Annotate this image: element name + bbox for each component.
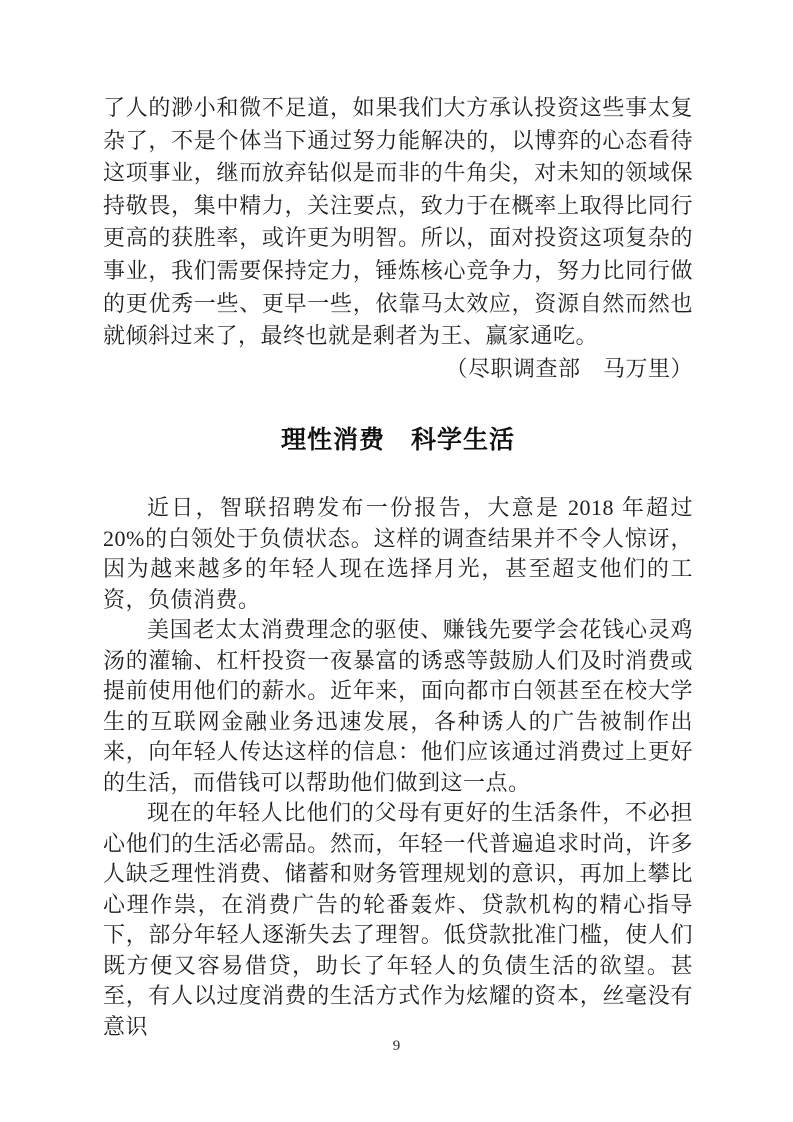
article-paragraph-3: 现在的年轻人比他们的父母有更好的生活条件，不必担心他们的生活必需品。然而，年轻一代普遍追求时尚，许多人缺乏理性消费、储蓄和财务管理规划的意识，再加上攀比心理作祟，在消费广告的轮番轰炸、贷款机构的精心指导下，部分年轻人逐渐失去了理智。低贷款批准门槛，使人们既方便又容易借贷，助长了年轻人的负债生活的欲望。甚至，有人以过度消费的生活方式作为炫耀的资本，丝毫没有意识 xyxy=(103,800,693,1039)
page-content xyxy=(103,92,693,1042)
previous-article-section xyxy=(103,92,693,385)
page-number: 9 xyxy=(392,1038,401,1054)
continuation-paragraph: 了人的渺小和微不足道，如果我们大方承认投资这些事太复杂了，不是个体当下通过努力能解决的，以博弈的心态看待这项事业，继而放弃钻似是而非的牛角尖，对未知的领域保持敬畏，集中精力，关注要点，致力于在概率上取得比同行更高的获胜率，或许更为明智。所以，面对投资这项复杂的事业，我们需要保持定力，锤炼核心竞争力，努力比同行做的更优秀一些、更早一些，依靠马太效应，资源自然而然也就倾斜过来了，最终也就是剩者为王、赢家通吃。 xyxy=(103,95,693,349)
article-title: 理性消费 科学生活 xyxy=(280,426,515,455)
article-paragraph-1: 近日，智联招聘发布一份报告，大意是 2018 年超过 20%的白领处于负债状态。这样的调查结果并不令人惊讶，因为越来越多的年轻人现在选择月光，甚至超支他们的工资，负债消费。 xyxy=(103,495,693,612)
article-paragraph-2: 美国老太太消费理念的驱使、赚钱先要学会花钱心灵鸡汤的灌输、杠杆投资一夜暴富的诱惑等鼓励人们及时消费或提前使用他们的薪水。近年来，面向都市白领甚至在校大学生的互联网金融业务迅速发展，各种诱人的广告被制作出来，向年轻人传达这样的信息：他们应该通过消费过上更好的生活，而借钱可以帮助他们做到这一点。 xyxy=(103,617,693,795)
article-body xyxy=(103,493,693,1042)
attribution-line: （尽职调查部 马万里） xyxy=(445,355,693,381)
